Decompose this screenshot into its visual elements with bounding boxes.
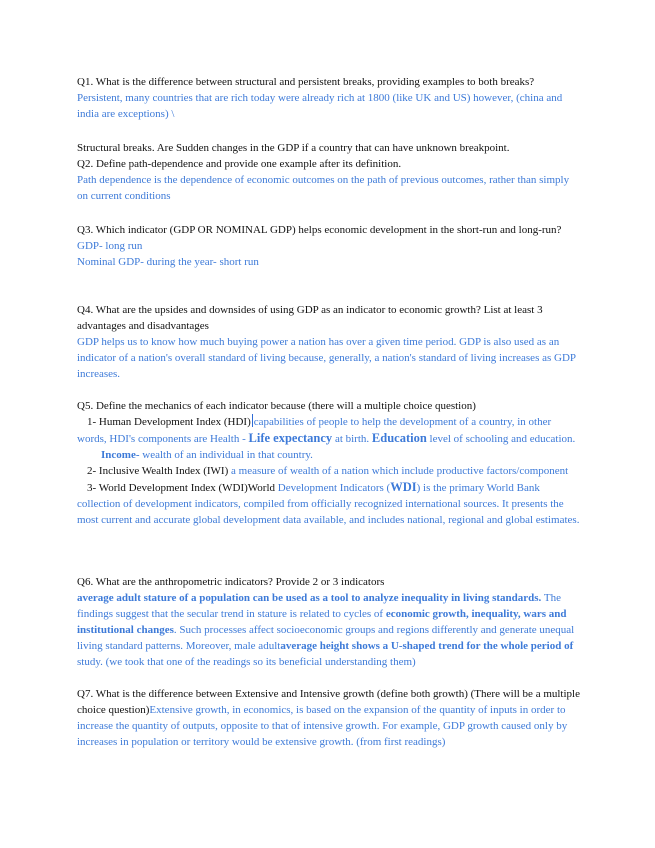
q5-item1-text-c: at birth. bbox=[334, 433, 370, 445]
q4-block bbox=[77, 302, 582, 382]
q2-question: Q2. Define path-dependence and provide one example after its definition. bbox=[77, 158, 402, 170]
q5-item3-label: 3- World Development Index (WDI)World bbox=[87, 482, 276, 494]
q5-item-wdi bbox=[77, 479, 582, 528]
q6-bold-1: average adult stature of a population can be used as a tool to analyze inequality in living standards. bbox=[77, 592, 542, 604]
q5-item1-label: 1- Human Development Index (HDI) bbox=[87, 416, 251, 428]
q3-question: Q3. Which indicator (GDP OR NOMINAL GDP) helps economic development in the short-run and long-run? bbox=[77, 224, 562, 236]
q5-item3-wdi: WDI bbox=[390, 480, 417, 494]
text-cursor bbox=[252, 414, 253, 427]
q1-note-block bbox=[77, 140, 582, 204]
q5-item1-income: Income- bbox=[101, 449, 140, 461]
q4-answer: GDP helps us to know how much buying power a nation has over a given time period. GDP is also used as an indicator of a nation's overall standard of living because, generally, a nation's standard of living increases as GDP increases. bbox=[77, 336, 576, 380]
q5-item-iwi bbox=[77, 463, 582, 479]
q6-question: Q6. What are the anthropometric indicators? Provide 2 or 3 indicators bbox=[77, 576, 385, 588]
q1-structural-note: Structural breaks. Are Sudden changes in the GDP if a country that can have unknown breakpoint. bbox=[77, 142, 510, 154]
q5-item-hdi bbox=[77, 414, 582, 463]
q6-text-1: The findings suggest that the secular trend in stature is related to cycles of bbox=[77, 592, 561, 620]
q6-answer bbox=[77, 590, 582, 670]
q3-answer-long-run: GDP- long run bbox=[77, 240, 143, 252]
q5-item2-label: 2- Inclusive Wealth Index (IWI) bbox=[87, 465, 229, 477]
q2-answer: Path dependence is the dependence of economic outcomes on the path of previous outcomes, rather than simply on current conditions bbox=[77, 174, 570, 202]
q6-block bbox=[77, 574, 582, 670]
q6-text-2: . Such processes affect socioeconomic groups and regions differently and generate unequal living standard patterns. Moreover, male adult bbox=[77, 624, 575, 652]
q5-item1-text-e: wealth of an individual in that country. bbox=[142, 449, 313, 461]
q3-block bbox=[77, 222, 582, 270]
q4-question: Q4. What are the upsides and downsides of using GDP as an indicator to economic growth? List at least 3 advantages and disadvantages bbox=[77, 304, 543, 332]
q7-content bbox=[77, 686, 582, 750]
q7-answer: Extensive growth, in economics, is based on the expansion of the quantity of inputs in order to increase the quantity of outputs, opposite to that of intensive growth. For example, GDP growth caused only by increases in population or territory would be extensive growth. (from first readings) bbox=[77, 704, 568, 748]
q5-item1-text-a: capabilities of people to help the development of a country, in other words, HDI's components are Health - bbox=[77, 416, 552, 445]
q6-bold-3: average height shows a U-shaped trend for the whole period of bbox=[280, 640, 574, 652]
q5-item1-life-expectancy: Life expectancy bbox=[248, 431, 333, 445]
q5-question: Q5. Define the mechanics of each indicator because (there will a multiple choice question) bbox=[77, 400, 476, 412]
q6-text-3: study. (we took that one of the readings so its beneficial understanding them) bbox=[77, 656, 416, 668]
q6-bold-2: economic growth, inequality, wars and institutional changes bbox=[77, 608, 567, 636]
q5-item1-education: Education bbox=[371, 431, 427, 445]
q5-block bbox=[77, 398, 582, 528]
q5-item3-text-a: Development Indicators ( bbox=[277, 482, 391, 494]
q5-item1-text-d: level of schooling and education. bbox=[429, 433, 576, 445]
q5-item3-text-c: ) is the primary World Bank collection of development indicators, compiled from officially recognized international sources. It presents the most current and accurate global development data available, and includes national, regional and global estimates. bbox=[77, 482, 580, 526]
q7-question: Q7. What is the difference between Extensive and Intensive growth (define both growth) (There will be a multiple choice question) bbox=[77, 688, 580, 716]
q3-answer-short-run: Nominal GDP- during the year- short run bbox=[77, 256, 259, 268]
q1-answer: Persistent, many countries that are rich today were already rich at 1800 (like UK and US) however, (china and india are exceptions) \ bbox=[77, 92, 563, 120]
q7-block bbox=[77, 686, 582, 750]
q1-question: Q1. What is the difference between structural and persistent breaks, providing examples to both breaks? bbox=[77, 76, 535, 88]
q1-block bbox=[77, 74, 582, 122]
q5-item2-answer: a measure of wealth of a nation which include productive factors/component bbox=[231, 465, 569, 477]
